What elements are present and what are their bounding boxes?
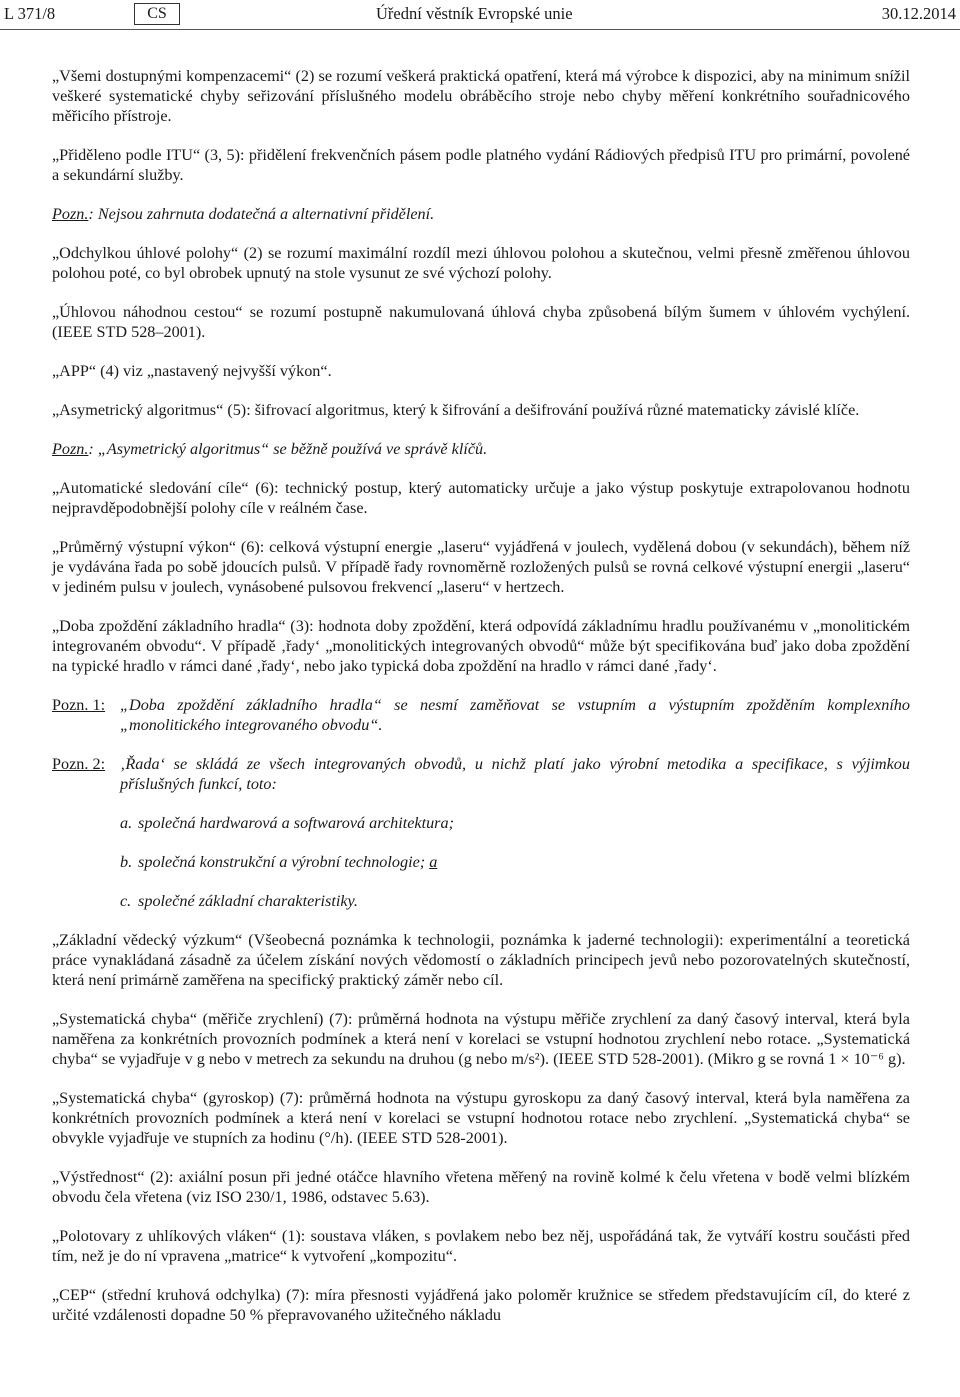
note-text: : Nejsou zahrnuta dodatečná a alternativní přidělení.	[88, 205, 435, 223]
publication-date: 30.12.2014	[881, 4, 956, 23]
paragraph: „Přiděleno podle ITU“ (3, 5): přidělení frekvenčních pásem podle platného vydání Rádiových předpisů ITU pro primární, povolené a sekundární služby.	[52, 146, 910, 184]
paragraph: „APP“ (4) viz „nastavený nejvyšší výkon“.	[52, 362, 332, 380]
list-item	[120, 891, 910, 911]
page-reference: L 371/8	[4, 4, 56, 23]
paragraph: „Systematická chyba“ (gyroskop) (7): průměrná hodnota na výstupu gyroskopu za daný časový interval, která byla naměřena za konkrétních provozních podmínek a která není v korelaci se vstupní hodnotou rotace nebo zrychlení. „Systematická chyba“ se obvykle vyjadřuje ve stupních za hodinu (°/h). (IEEE STD 528-2001).	[52, 1089, 910, 1147]
paragraph: „CEP“ (střední kruhová odchylka) (7): míra přesnosti vyjádřená jako poloměr kružnice se středem představujícím cíl, do které z určité vzdálenosti dopadne 50 % přepravovaného užitečného nákladu	[52, 1286, 910, 1324]
language-box: CS	[134, 3, 180, 25]
paragraph: „Výstřednost“ (2): axiální posun při jedné otáčce hlavního vřetena měřený na rovině kolmé k čelu vřetena v bodě velmi blízkém obvodu čela vřetena (viz ISO 230/1, 1986, odstavec 5.63).	[52, 1168, 910, 1206]
note-label: Pozn.	[52, 205, 89, 223]
paragraph: „Polotovary z uhlíkových vláken“ (1): soustava vláken, s povlakem nebo bez něj, uspořádáná tak, že vytváří kostru součásti před tím, než je do ní vpravena „matrice“ k vytvoření „kompozitu“.	[52, 1227, 910, 1265]
note-label: Pozn. 2:	[52, 755, 106, 773]
paragraph: „Asymetrický algoritmus“ (5): šifrovací algoritmus, který k šifrování a dešifrování používá různé matematicky závislé klíče.	[52, 401, 860, 419]
paragraph: „Všemi dostupnými kompenzacemi“ (2) se rozumí veškerá praktická opatření, která má výrobce k dispozici, aby na minimum snížil veškeré systematické chyby seřizování příslušného modelu obráběcího stroje nebo chyby měření konkrétního souřadnicového měřicího přístroje.	[52, 67, 910, 125]
note-label: Pozn. 1:	[52, 696, 106, 714]
document-body	[52, 66, 910, 1344]
list-item-text: společná hardwarová a softwarová architektura;	[138, 814, 454, 832]
page-header	[0, 0, 960, 32]
list-marker: c.	[120, 892, 132, 910]
item-list	[120, 813, 910, 911]
note	[52, 204, 910, 224]
list-marker: a.	[120, 814, 133, 832]
note-label: Pozn.	[52, 440, 89, 458]
note-text: ‚Řada‘ se skládá ze všech integrovaných obvodů, u nichž platí jako výrobní metodika a specifikace, s výjimkou příslušných funkcí, toto:	[120, 755, 910, 793]
journal-title: Úřední věstník Evropské unie	[376, 4, 573, 23]
paragraph: „Průměrný výstupní výkon“ (6): celková výstupní energie „laseru“ vyjádřená v joulech, vydělená dobou (v sekundách), během níž je vydávána řada po sobě jdoucích pulsů. V případě řady rovnoměrně rozložených pulsů se rovná celkové výstupní energii „laseru“ v jediném pulsu v joulech, vynásobené pulsovou frekvencí „laseru“ v hertzech.	[52, 538, 910, 596]
list-item-text: společná konstrukční a výrobní technologie;	[138, 853, 430, 871]
header-rule	[0, 29, 960, 30]
note-text: : „Asymetrický algoritmus“ se běžně používá ve správě klíčů.	[88, 440, 488, 458]
paragraph: „Automatické sledování cíle“ (6): technický postup, který automaticky určuje a jako výstup poskytuje extrapolovanou hodnotu nejpravděpodobnější polohy cíle v reálném čase.	[52, 479, 910, 517]
list-item	[120, 852, 910, 872]
paragraph: „Úhlovou náhodnou cestou“ se rozumí postupně nakumulovaná úhlová chyba způsobená bílým šumem v úhlovém vychýlení. (IEEE STD 528–2001).	[52, 303, 910, 341]
paragraph: „Odchylkou úhlové polohy“ (2) se rozumí maximální rozdíl mezi úhlovou polohou a skutečnou, velmi přesně změřenou úhlovou polohou poté, co byl obrobek upnutý na stole vysunut ze své výchozí polohy.	[52, 244, 910, 282]
paragraph: „Základní vědecký výzkum“ (Všeobecná poznámka k technologii, poznámka k jaderné technologii): experimentální a teoretická práce vynakládaná zásadně za účelem získání nových vědomostí o základních principech jevů nebo pozorovatelných skutečností, která není primárně zaměřena na specifický praktický záměr nebo cíl.	[52, 931, 910, 989]
note	[52, 754, 910, 794]
list-item-text: společné základní charakteristiky.	[138, 892, 358, 910]
paragraph: „Doba zpoždění základního hradla“ (3): hodnota doby zpoždění, která odpovídá základnímu hradlu používanému v „monolitickém integrovaném obvodu“. V případě ‚řady‘ „monolitických integrovaných obvodů“ může být specifikována buď jako doba zpoždění na typické hradlo v rámci dané ‚řady‘, nebo jako typická doba zpoždění na hradlo v rámci dané ‚řady‘.	[52, 617, 910, 675]
paragraph: „Systematická chyba“ (měřiče zrychlení) (7): průměrná hodnota na výstupu měřiče zrychlení za daný časový interval, která byla naměřena za konkrétních provozních podmínek a která není v korelaci se vstupní hodnotou zrychlení nebo rotace. „Systematická chyba“ se vyjadřuje v g nebo v metrech za sekundu na druhou (g nebo m/s²). (IEEE STD 528-2001). (Mikro g se rovná 1 × 10⁻⁶ g).	[52, 1010, 910, 1068]
list-marker: b.	[120, 853, 133, 871]
note	[52, 439, 910, 459]
note-text: „Doba zpoždění základního hradla“ se nesmí zaměňovat se vstupním a výstupním zpožděním komplexního „monolitického integrovaného obvodu“.	[120, 696, 910, 734]
note	[52, 695, 910, 735]
list-item-suffix: a	[429, 853, 438, 871]
list-item	[120, 813, 910, 833]
